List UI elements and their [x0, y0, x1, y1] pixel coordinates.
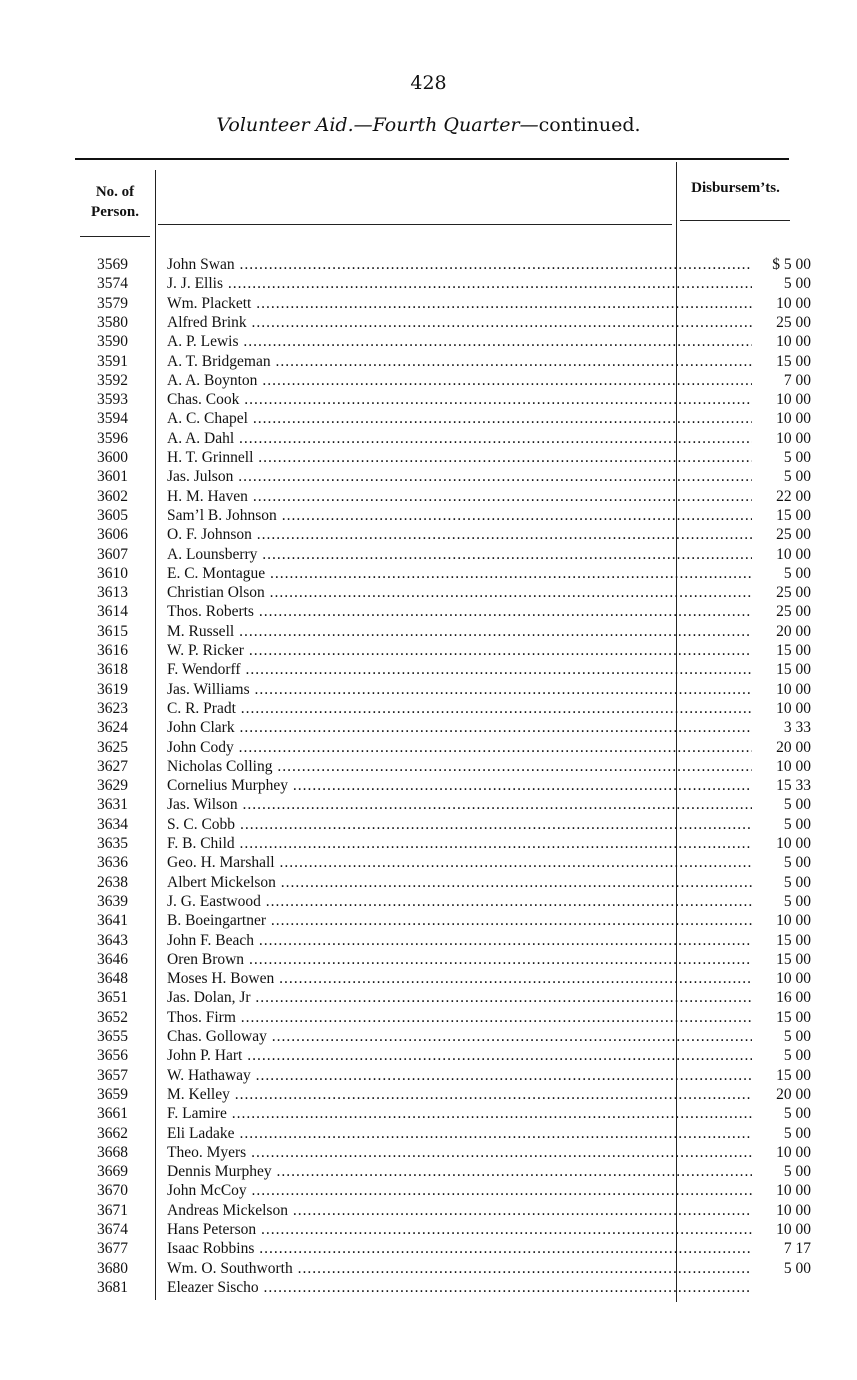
person-number: 3655 [97, 1028, 128, 1045]
table-row [75, 1201, 815, 1220]
person-name: Dennis Murphey ..... [167, 1162, 752, 1181]
disbursement-amount: 10 00 [776, 410, 811, 428]
person-number: 3591 [97, 352, 128, 370]
table-row [75, 294, 815, 313]
header-disbursements: Disbursem’ts. [691, 180, 780, 196]
table-row [75, 1046, 815, 1065]
table-row [75, 892, 815, 911]
person-number: 3669 [97, 1163, 128, 1181]
disbursement-amount: 15 33 [776, 777, 811, 795]
person-name: Isaac Robbins ..... [167, 1239, 752, 1258]
person-name: Jas. Julson ..... [167, 467, 752, 486]
disbursement-amount: 10 00 [776, 294, 811, 312]
person-name: Oren Brown ..... [167, 950, 752, 969]
disbursement-amount: 5 00 [783, 275, 811, 293]
table-row [75, 660, 815, 679]
table-row [75, 622, 815, 641]
person-name: Hans Peterson ..... [167, 1220, 752, 1239]
person-name: C. R. Pradt ..... [167, 699, 752, 718]
table-row [75, 274, 815, 293]
person-name: Albert Mickelson ..... [167, 873, 752, 892]
person-number: 3613 [97, 584, 128, 602]
disbursement-amount: 5 00 [783, 1028, 811, 1045]
table-row [75, 1143, 815, 1162]
person-name: W. P. Ricker ..... [167, 641, 752, 660]
table-row [75, 1124, 815, 1143]
person-number: 3601 [97, 468, 128, 486]
person-name: Eleazer Sischo ..... [167, 1278, 752, 1297]
person-number: 3594 [97, 410, 128, 428]
table-row [75, 390, 815, 409]
disbursement-amount: 10 00 [776, 1221, 811, 1238]
disbursement-amount: 15 00 [776, 931, 811, 949]
person-name: J. G. Eastwood ..... [167, 892, 752, 911]
person-name: A. P. Lewis ..... [167, 332, 752, 351]
disbursement-amount: 5 00 [783, 854, 811, 872]
person-number: 3662 [97, 1124, 128, 1142]
person-name: F. Wendorff ..... [167, 660, 752, 679]
table-row [75, 1066, 815, 1085]
person-name: O. F. Johnson ..... [167, 525, 752, 544]
title-italic: Volunteer Aid.—Fourth Quarter— [216, 114, 539, 136]
person-number: 3671 [97, 1201, 128, 1219]
disbursement-amount: 10 00 [776, 757, 811, 775]
person-name: M. Russell ..... [167, 622, 752, 641]
table-row [75, 776, 815, 795]
table-row [75, 873, 815, 892]
person-name: Chas. Cook ..... [167, 390, 752, 409]
disbursement-amount: 15 00 [776, 506, 811, 524]
table-row [75, 255, 815, 274]
disbursement-amount: 10 00 [776, 912, 811, 930]
table-row [75, 487, 815, 506]
person-number: 3639 [97, 892, 128, 910]
disbursement-amount: 5 00 [783, 815, 811, 833]
person-name: Alfred Brink ..... [167, 313, 752, 332]
table-row [75, 429, 815, 448]
person-number: 3593 [97, 391, 128, 409]
person-name: Geo. H. Marshall ..... [167, 853, 752, 872]
disbursement-amount: 15 00 [776, 1066, 811, 1084]
person-number: 3625 [97, 738, 128, 756]
person-number: 3636 [97, 854, 128, 872]
table-row [75, 853, 815, 872]
person-number: 3605 [97, 506, 128, 524]
table-row [75, 969, 815, 988]
person-number: 3602 [97, 487, 128, 505]
header-rule-name [158, 224, 672, 225]
disbursement-amount: 5 00 [783, 564, 811, 582]
person-number: 3656 [97, 1047, 128, 1065]
person-name: Sam’l B. Johnson ..... [167, 506, 752, 525]
person-number: 3624 [97, 719, 128, 737]
table-row [75, 1239, 815, 1258]
page-number: 428 [410, 72, 447, 94]
table-row [75, 525, 815, 544]
person-number: 3652 [97, 1008, 128, 1026]
disbursement-amount: 10 00 [776, 429, 811, 447]
person-number: 3627 [97, 757, 128, 775]
person-name: M. Kelley ..... [167, 1085, 752, 1104]
table-row [75, 352, 815, 371]
person-name: J. J. Ellis ..... [167, 274, 752, 293]
person-number: 3648 [97, 970, 128, 988]
person-name: F. Lamire ..... [167, 1104, 752, 1123]
disbursement-amount: 10 00 [776, 1201, 811, 1219]
table-row [75, 313, 815, 332]
person-name: F. B. Child ..... [167, 834, 752, 853]
disbursement-amount: 20 00 [776, 1085, 811, 1103]
disbursement-amount: 5 00 [783, 449, 811, 466]
person-name: H. M. Haven ..... [167, 487, 752, 506]
disbursement-amount: 25 00 [776, 584, 811, 602]
disbursement-amount: 10 00 [776, 1143, 811, 1161]
table-row [75, 988, 815, 1007]
disbursement-amount: 25 00 [776, 526, 811, 544]
person-number: 3659 [97, 1085, 128, 1103]
disbursement-amount: 20 00 [776, 622, 811, 640]
header-person-number: No. of Person. [91, 184, 139, 220]
person-name: Christian Olson ..... [167, 583, 752, 602]
disbursement-amount: 5 00 [783, 1047, 811, 1065]
person-number: 2638 [97, 873, 128, 891]
person-number: 3607 [97, 545, 128, 563]
table-row [75, 795, 815, 814]
disbursement-amount: $ 5 00 [772, 256, 811, 273]
person-name: Wm. O. Southworth ..... [167, 1259, 752, 1278]
disbursement-amount: 5 00 [783, 1124, 811, 1142]
table-row [75, 815, 815, 834]
person-name: W. Hathaway ..... [167, 1066, 752, 1085]
page-title [0, 114, 857, 136]
disbursement-amount: 10 00 [776, 699, 811, 717]
table-row [75, 931, 815, 950]
person-number: 3641 [97, 912, 128, 930]
person-number: 3606 [97, 526, 128, 544]
table-row [75, 545, 815, 564]
person-name: A. Lounsberry ..... [167, 545, 752, 564]
person-number: 3635 [97, 835, 128, 852]
table-row [75, 1181, 815, 1200]
disbursement-amount: 3 33 [783, 719, 811, 737]
person-number: 3634 [97, 815, 128, 833]
table-row [75, 911, 815, 930]
person-number: 3610 [97, 564, 128, 582]
table-row [75, 409, 815, 428]
disbursement-amount: 25 00 [776, 313, 811, 331]
person-name: Nicholas Colling ..... [167, 757, 752, 776]
person-name: Jas. Dolan, Jr ..... [167, 988, 752, 1007]
disbursement-amount: 5 00 [783, 892, 811, 910]
disbursement-amount: 16 00 [776, 989, 811, 1007]
person-number: 3681 [97, 1278, 128, 1296]
table-row [75, 680, 815, 699]
person-number: 3596 [97, 429, 128, 447]
person-number: 3680 [97, 1259, 128, 1277]
person-number: 3614 [97, 603, 128, 621]
disbursement-amount: 10 00 [776, 1182, 811, 1200]
disbursement-amount: 15 00 [776, 352, 811, 370]
person-number: 3670 [97, 1182, 128, 1200]
person-name: Jas. Wilson ..... [167, 795, 752, 814]
disbursement-amount: 22 00 [776, 487, 811, 505]
person-name: Thos. Firm ..... [167, 1008, 752, 1027]
disbursement-amount: 15 00 [776, 1008, 811, 1026]
table-row [75, 506, 815, 525]
person-name: A. C. Chapel ..... [167, 409, 752, 428]
person-number: 3600 [97, 449, 128, 466]
disbursement-amount: 20 00 [776, 738, 811, 756]
person-name: Wm. Plackett ..... [167, 294, 752, 313]
person-number: 3657 [97, 1066, 128, 1084]
person-name: Theo. Myers ..... [167, 1143, 752, 1162]
person-name: John F. Beach ..... [167, 931, 752, 950]
person-number: 3615 [97, 622, 128, 640]
header-rule-number [80, 236, 150, 237]
person-number: 3651 [97, 989, 128, 1007]
person-name: Andreas Mickelson ..... [167, 1201, 752, 1220]
table-row [75, 332, 815, 351]
person-number: 3643 [97, 931, 128, 949]
disbursement-amount: 5 00 [783, 1163, 811, 1181]
disbursement-amount: 10 00 [776, 970, 811, 988]
disbursement-amount: 10 00 [776, 835, 811, 852]
table-row [75, 1259, 815, 1278]
table-row [75, 718, 815, 737]
person-name: John McCoy ..... [167, 1181, 752, 1200]
top-rule [75, 158, 789, 160]
person-name: B. Boeingartner ..... [167, 911, 752, 930]
table-row [75, 738, 815, 757]
disbursement-amount: 5 00 [783, 468, 811, 486]
person-name: A. T. Bridgeman ..... [167, 352, 752, 371]
disbursement-amount: 10 00 [776, 333, 811, 351]
table-row [75, 1278, 815, 1297]
person-number: 3579 [97, 294, 128, 312]
table-row [75, 371, 815, 390]
person-number: 3668 [97, 1143, 128, 1161]
disbursement-amount: 5 00 [783, 1105, 811, 1123]
table-row [75, 1085, 815, 1104]
person-name: E. C. Montague ..... [167, 564, 752, 583]
table-row [75, 467, 815, 486]
person-number: 3592 [97, 371, 128, 389]
table-row [75, 757, 815, 776]
table-row [75, 641, 815, 660]
title-plain: continued. [538, 114, 641, 136]
table-row [75, 834, 815, 853]
disbursement-amount: 15 00 [776, 642, 811, 659]
person-name: John Swan ..... [167, 255, 752, 274]
person-number: 3580 [97, 313, 128, 331]
person-number: 3661 [97, 1105, 128, 1123]
person-number: 3619 [97, 680, 128, 698]
person-number: 3574 [97, 275, 128, 293]
disbursement-amount: 25 00 [776, 603, 811, 621]
person-number: 3677 [97, 1240, 128, 1258]
person-number: 3646 [97, 950, 128, 968]
person-name: Cornelius Murphey ..... [167, 776, 752, 795]
disbursement-amount: 7 00 [783, 371, 811, 389]
person-name: Thos. Roberts ..... [167, 602, 752, 621]
person-name: A. A. Boynton ..... [167, 371, 752, 390]
table-row [75, 602, 815, 621]
person-name: Jas. Williams ..... [167, 680, 752, 699]
disbursement-amount: 10 00 [776, 391, 811, 409]
disbursement-amount: 5 00 [783, 873, 811, 891]
table-row [75, 1162, 815, 1181]
person-number: 3590 [97, 333, 128, 351]
person-number: 3623 [97, 699, 128, 717]
person-name: John Clark ..... [167, 718, 752, 737]
person-name: Eli Ladake ..... [167, 1124, 752, 1143]
person-number: 3616 [97, 642, 128, 659]
person-number: 3629 [97, 777, 128, 795]
person-number: 3631 [97, 796, 128, 814]
disbursement-amount: 15 00 [776, 950, 811, 968]
disbursement-amount: 10 00 [776, 545, 811, 563]
disbursement-amount: 10 00 [776, 680, 811, 698]
table-row [75, 699, 815, 718]
person-name: S. C. Cobb ..... [167, 815, 752, 834]
table-row [75, 583, 815, 602]
disbursement-amount: 5 00 [783, 796, 811, 814]
table-row [75, 1008, 815, 1027]
table-row [75, 448, 815, 467]
person-name: Chas. Golloway ..... [167, 1027, 752, 1046]
disbursement-amount: 15 00 [776, 661, 811, 679]
person-number: 3569 [97, 256, 128, 273]
disbursement-amount: 5 00 [783, 1259, 811, 1277]
person-number: 3618 [97, 661, 128, 679]
person-name: A. A. Dahl ..... [167, 429, 752, 448]
table-row [75, 1027, 815, 1046]
person-name: Moses H. Bowen ..... [167, 969, 752, 988]
person-name: John P. Hart ..... [167, 1046, 752, 1065]
table-row [75, 1104, 815, 1123]
disbursement-amount: 7 17 [783, 1240, 811, 1258]
person-number: 3674 [97, 1221, 128, 1238]
header-rule-amount [680, 220, 790, 221]
table-row [75, 950, 815, 969]
person-name: John Cody ..... [167, 738, 752, 757]
person-name: H. T. Grinnell ..... [167, 448, 752, 467]
table-row [75, 1220, 815, 1239]
table-row [75, 564, 815, 583]
